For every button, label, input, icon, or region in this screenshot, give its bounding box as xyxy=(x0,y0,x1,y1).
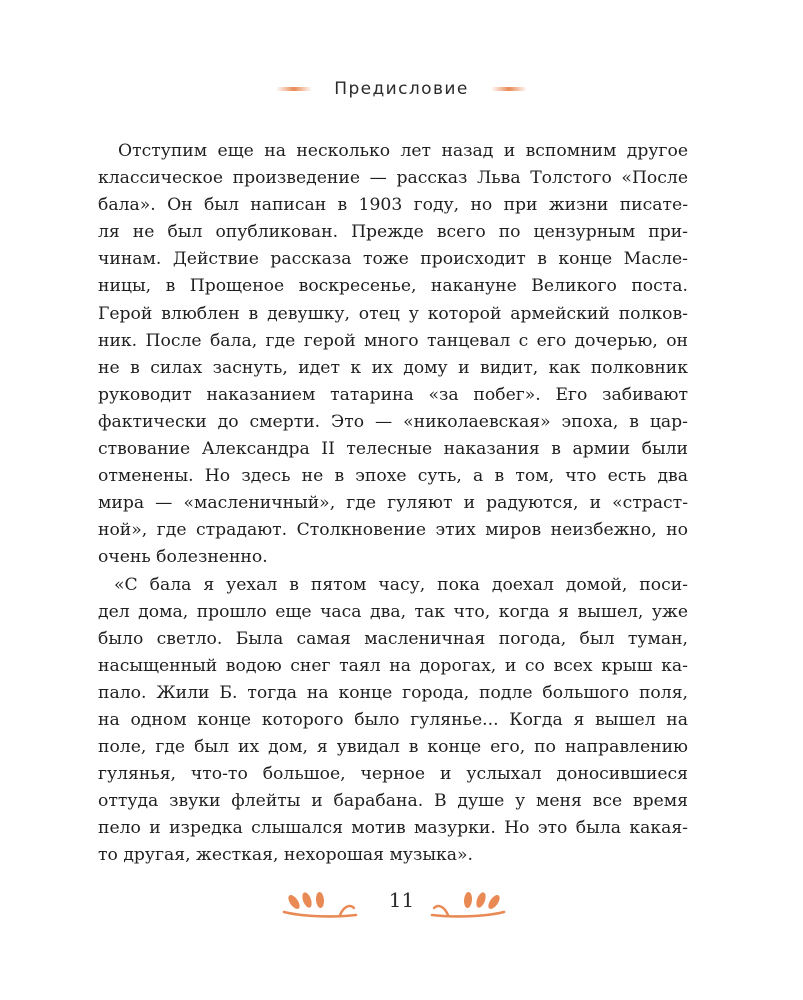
section-title: Предисловие xyxy=(334,79,469,99)
text-line: ницы, в Прощеное воскресенье, накануне Великого поста. xyxy=(98,276,688,297)
text-line: не в силах заснуть, идет к их дому и видит, как полковник xyxy=(98,357,688,378)
text-line: гулянья, что-то большое, черное и услыхал доносившиеся xyxy=(98,764,688,785)
text-line: чинам. Действие рассказа тоже происходит в конце Масле- xyxy=(98,249,688,270)
text-line: ник. После бала, где герой много танцевал с его дочерью, он xyxy=(98,330,688,351)
text-line: насыщенный водою снег таял на дорогах, и со всех крыш ка- xyxy=(98,655,688,676)
text-line: отменены. Но здесь не в эпохе суть, а в том, что есть два xyxy=(98,466,688,487)
text-line: оттуда звуки флейты и барабана. В душе у меня все время xyxy=(98,791,688,812)
text-line: бала». Он был написан в 1903 году, но при жизни писате- xyxy=(98,195,688,216)
header-right-ornament xyxy=(491,87,527,91)
text-line: мира — «масленичный», где гуляют и радуются, и «страст- xyxy=(98,493,688,514)
text-line: Отступим еще на несколько лет назад и вспомним другое xyxy=(118,141,688,161)
text-line: то другая, жесткая, нехорошая музыка». xyxy=(98,845,473,866)
text-line: было светло. Была самая масленичная погода, был туман, xyxy=(98,628,688,649)
text-line: руководит наказанием татарина «за побег». Его забивают xyxy=(98,384,688,405)
text-line: ствование Александра II телесные наказания в армии были xyxy=(98,439,688,460)
text-line: классическое произведение — рассказ Льва Толстого «После xyxy=(98,168,688,189)
text-line: на одном конце которого было гулянье... Когда я вышел на xyxy=(98,709,688,730)
text-line: ля не был опубликован. Прежде всего по цензурным при- xyxy=(98,222,688,243)
text-line: пело и изредка слышался мотив мазурки. Но это была какая- xyxy=(98,818,688,839)
text-line: «С бала я уехал в пятом часу, пока доехал домой, поси- xyxy=(114,574,688,595)
text-line: фактически до смерти. Это — «николаевская» эпоха, в цар- xyxy=(98,411,688,432)
text-line: дел дома, прошло еще часа два, так что, когда я вышел, уже xyxy=(98,601,688,622)
text-line: очень болезненно. xyxy=(98,547,268,568)
running-header xyxy=(0,74,803,104)
text-line: поле, где был их дом, я увидал в конце его, по направлению xyxy=(98,737,688,758)
right-leaf-ornament-icon xyxy=(428,882,508,922)
text-line: пало. Жили Б. тогда на конце города, подле большого поля, xyxy=(98,682,688,703)
text-line: ной», где страдают. Столкновение этих миров неизбежно, но xyxy=(98,520,688,541)
text-line: Герой влюблен в девушку, отец у которой армейский полков- xyxy=(98,303,688,324)
body-text xyxy=(98,138,688,870)
page-number: 11 xyxy=(388,888,415,912)
header-left-ornament xyxy=(276,87,312,91)
page-footer xyxy=(0,880,803,930)
